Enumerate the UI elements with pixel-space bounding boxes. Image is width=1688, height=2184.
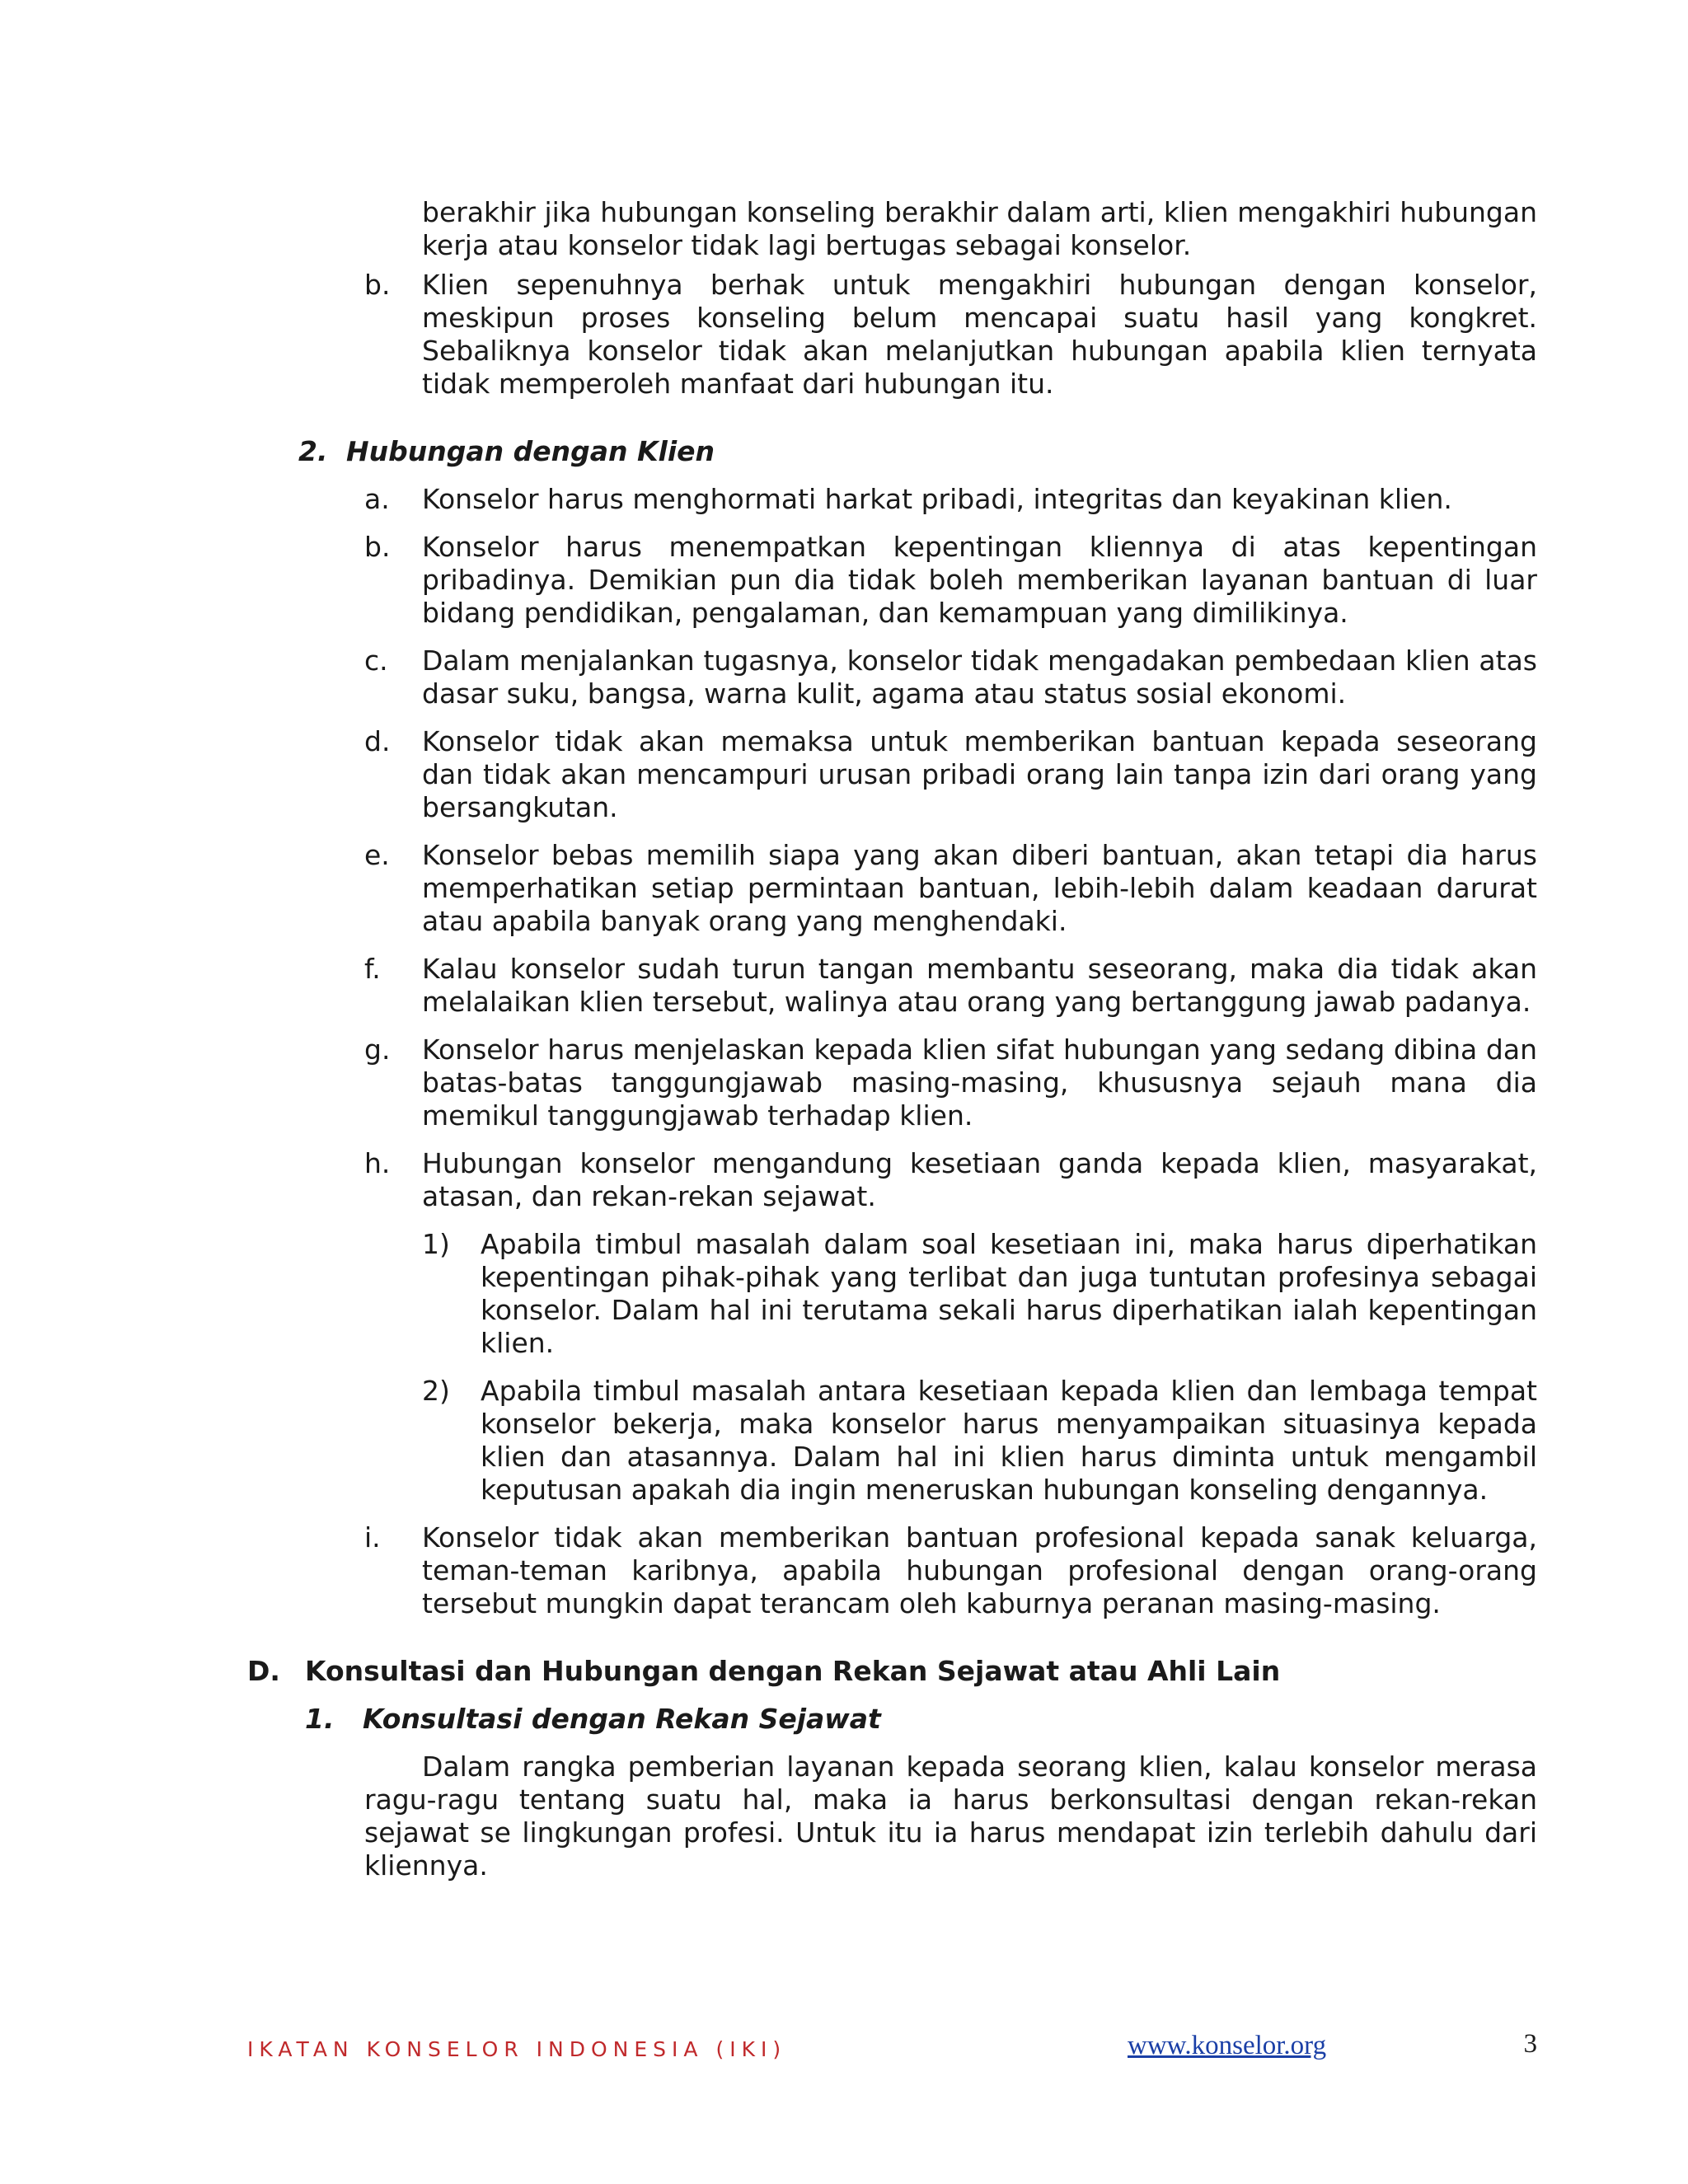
list-item-e — [247, 839, 1537, 938]
section-heading-2 — [247, 435, 1537, 468]
sub-list-marker: 1) — [422, 1228, 450, 1260]
list-marker: f. — [364, 953, 381, 985]
list-item-text: Konselor tidak akan memaksa untuk memberikan bantuan kepada seseorang dan tidak akan mencampuri urusan pribadi orang lain tanpa izin dari orang yang bersangkutan. — [422, 725, 1537, 823]
section-title: Hubungan dengan Klien — [346, 435, 715, 467]
list-marker: g. — [364, 1033, 391, 1066]
list-item-text: Hubungan konselor mengandung kesetiaan ganda kepada klien, masyarakat, atasan, dan rekan-rekan sejawat. — [422, 1147, 1537, 1212]
list-item-text: Konselor harus menghormati harkat pribadi, integritas dan keyakinan klien. — [422, 483, 1452, 515]
list-item-a — [247, 483, 1537, 516]
section-letter: D. — [247, 1655, 280, 1687]
list-marker: e. — [364, 839, 390, 871]
sub-list-item-text: Apabila timbul masalah antara kesetiaan kepada klien dan lembaga tempat konselor bekerja, maka konselor harus menyampaikan situasinya kepada klien dan atasannya. Dalam hal ini klien harus diminta untuk mengambil keputusan apakah dia ingin meneruskan hubungan konseling dengannya. — [481, 1375, 1537, 1506]
footer-organization: IKATAN KONSELOR INDONESIA (IKI) — [247, 2037, 787, 2061]
list-item-h — [247, 1147, 1537, 1213]
list-item-c — [247, 644, 1537, 710]
list-item-g — [247, 1033, 1537, 1132]
list-item-text: Kalau konselor sudah turun tangan membantu seseorang, maka dia tidak akan melalaikan klien tersebut, walinya atau orang yang bertanggung jawab padanya. — [422, 953, 1537, 1018]
list-item-f — [247, 953, 1537, 1019]
sub-list-item-2 — [247, 1375, 1537, 1507]
subsection-heading-1 — [247, 1703, 1537, 1736]
list-item-d — [247, 725, 1537, 824]
list-item-continuation — [247, 196, 1537, 262]
subsection-number: 1. — [305, 1703, 335, 1735]
sub-list-item-1 — [247, 1228, 1537, 1360]
body-paragraph: Dalam rangka pemberian layanan kepada seorang klien, kalau konselor merasa ragu-ragu tentang suatu hal, maka ia harus berkonsultasi dengan rekan-rekan sejawat se lingkungan profesi. Untuk itu ia harus mendapat izin terlebih dahulu dari kliennya. — [364, 1750, 1537, 1882]
section-number: 2. — [298, 435, 328, 467]
list-marker: b. — [364, 269, 391, 301]
subsection-title: Konsultasi dengan Rekan Sejawat — [363, 1703, 881, 1735]
list-item-text: Konselor tidak akan memberikan bantuan profesional kepada sanak keluarga, teman-teman karibnya, apabila hubungan profesional dengan orang-orang tersebut mungkin dapat terancam oleh kaburnya peranan masing-masing. — [422, 1521, 1537, 1619]
list-item-text: Klien sepenuhnya berhak untuk mengakhiri hubungan dengan konselor, meskipun proses konseling belum mencapai suatu hasil yang kongkret. Sebaliknya konselor tidak akan melanjutkan hubungan apabila klien ternyata tidak memperoleh manfaat dari hubungan itu. — [422, 269, 1537, 400]
section-title: Konsultasi dan Hubungan dengan Rekan Sejawat atau Ahli Lain — [305, 1655, 1281, 1687]
list-item-text: Konselor harus menempatkan kepentingan kliennya di atas kepentingan pribadinya. Demikian pun dia tidak boleh memberikan layanan bantuan di luar bidang pendidikan, pengalaman, dan kemampuan yang dimilikinya. — [422, 531, 1537, 629]
list-item-i — [247, 1521, 1537, 1620]
list-item-b — [247, 531, 1537, 630]
list-item-text: berakhir jika hubungan konseling berakhir dalam arti, klien mengakhiri hubungan kerja atau konselor tidak lagi bertugas sebagai konselor. — [422, 196, 1537, 261]
list-marker: c. — [364, 644, 388, 677]
page-footer — [247, 2029, 1537, 2062]
list-marker: d. — [364, 725, 391, 757]
footer-website-link[interactable]: www.konselor.org — [1128, 2031, 1327, 2060]
section-heading-d — [247, 1655, 1537, 1688]
sub-list-marker: 2) — [422, 1375, 450, 1407]
page-number: 3 — [1523, 2029, 1537, 2059]
list-item-b-prev — [247, 269, 1537, 401]
list-item-text: Konselor harus menjelaskan kepada klien sifat hubungan yang sedang dibina dan batas-batas tanggungjawab masing-masing, khususnya sejauh mana dia memikul tanggungjawab terhadap klien. — [422, 1033, 1537, 1132]
list-item-text: Konselor bebas memilih siapa yang akan diberi bantuan, akan tetapi dia harus memperhatikan setiap permintaan bantuan, lebih-lebih dalam keadaan darurat atau apabila banyak orang yang menghendaki. — [422, 839, 1537, 937]
list-marker: i. — [364, 1521, 381, 1554]
sub-list-item-text: Apabila timbul masalah dalam soal kesetiaan ini, maka harus diperhatikan kepentingan pihak-pihak yang terlibat dan juga tuntutan profesinya sebagai konselor. Dalam hal ini terutama sekali harus diperhatikan ialah kepentingan klien. — [481, 1228, 1537, 1359]
list-item-text: Dalam menjalankan tugasnya, konselor tidak mengadakan pembedaan klien atas dasar suku, bangsa, warna kulit, agama atau status sosial ekonomi. — [422, 644, 1537, 710]
list-marker: h. — [364, 1147, 391, 1179]
list-marker: b. — [364, 531, 391, 563]
list-marker: a. — [364, 483, 390, 515]
page-body — [247, 196, 1537, 1882]
